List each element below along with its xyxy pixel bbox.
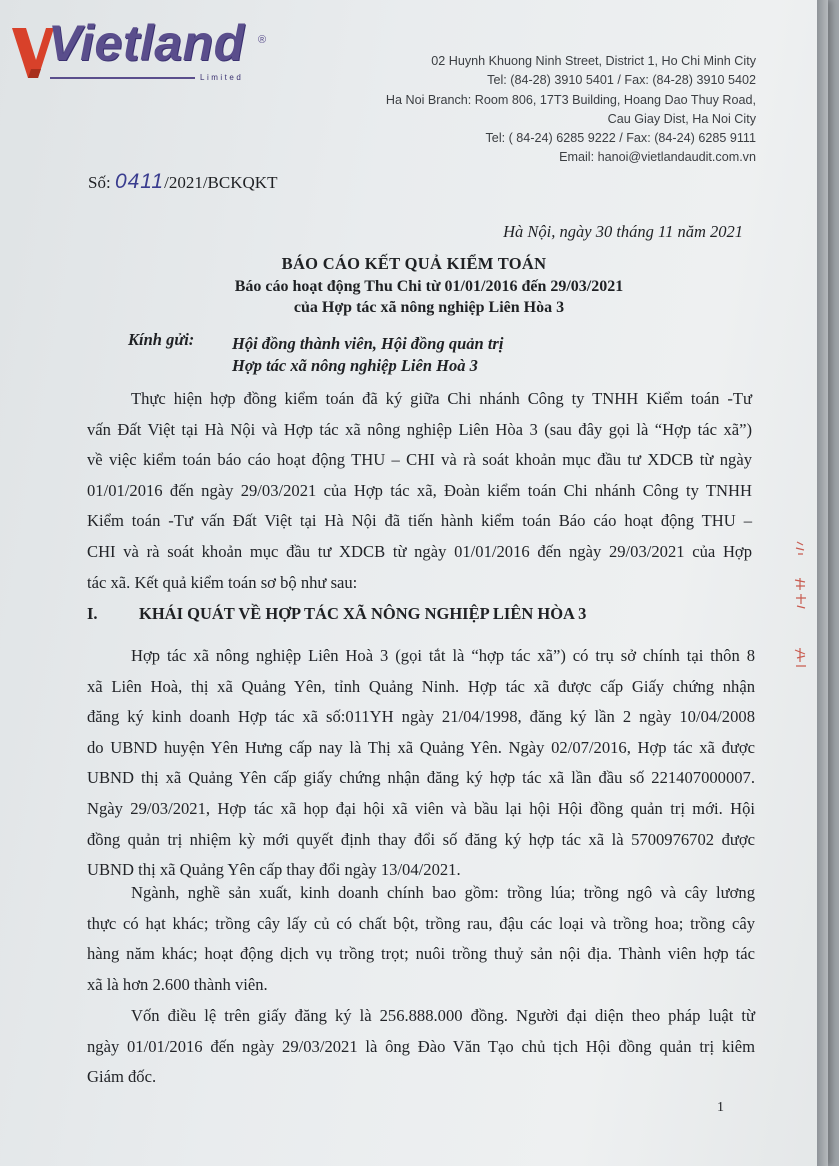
page-number: 1	[717, 1100, 724, 1115]
text-line: 01/01/2016 đến ngày 29/03/2021 của Hợp tác xã, Đoàn kiểm toán Chi nhánh Công ty TNHH	[87, 480, 752, 500]
address-line: Cau Giay Dist, Ha Noi City	[607, 111, 756, 126]
address-line: Tel: ( 84-24) 6285 9222 / Fax: (84-24) 6285 9111	[485, 131, 756, 146]
document-number-label: Số:	[88, 173, 111, 192]
overview-paragraph	[87, 641, 755, 886]
text-line: Giám đốc.	[87, 1067, 157, 1087]
text-line: Hợp tác xã nông nghiệp Liên Hoà 3 (gọi tắt là “hợp tác xã”) có trụ sở chính tại thôn 8	[131, 646, 755, 665]
text-line: Ngày 29/03/2021, Hợp tác xã họp đại hội xã viên và bầu lại hội Hội đồng quản trị mới. Hội	[87, 798, 755, 818]
vietland-logo	[10, 15, 272, 90]
logo-wordmark: Vietland	[48, 15, 245, 71]
address-line: 02 Huynh Khuong Ninh Street, District 1, Ho Chi Minh City	[431, 54, 756, 68]
logo-underline	[50, 77, 195, 79]
intro-paragraph	[87, 384, 752, 598]
text-line: UBND thị xã Quảng Yên cấp thay đổi ngày 13/04/2021.	[87, 860, 461, 880]
document-date: Hà Nội, ngày 30 tháng 11 năm 2021	[503, 222, 743, 241]
section-number: I.	[87, 604, 98, 623]
text-line: hàng năm khác; hoạt động dịch vụ trồng trọt; nuôi trồng thuỷ sản nội địa. Thành viên hợp tác	[87, 944, 755, 964]
text-line: đồng quản trị nhiệm kỳ mới quyết định thay đổi số đăng ký hợp tác xã là 5700976702 được	[87, 829, 755, 849]
text-line: Thực hiện hợp đồng kiểm toán đã ký giữa Chi nhánh Công ty TNHH Kiểm toán -Tư	[131, 389, 752, 408]
recipient-line: Hội đồng thành viên, Hội đồng quản trị	[232, 334, 504, 353]
recipient-line: Hợp tác xã nông nghiệp Liên Hoà 3	[232, 356, 478, 375]
address-line: Tel: (84-28) 3910 5401 / Fax: (84-28) 3910 5402	[487, 73, 756, 88]
company-address	[386, 52, 756, 168]
page-edge	[817, 0, 828, 1166]
section-heading	[87, 604, 586, 624]
logo-subtitle: Limited	[200, 73, 244, 82]
capital-paragraph	[87, 1001, 755, 1093]
address-line: Email: hanoi@vietlandaudit.com.vn	[559, 150, 756, 165]
text-line: đăng ký kinh doanh Hợp tác xã số:011YH ngày 21/04/1998, đăng ký lần 2 ngày 10/04/2008	[87, 707, 755, 727]
recipient-label: Kính gửi:	[128, 330, 195, 349]
text-line: thực có hạt khác; trồng cây lấy củ có chất bột, trồng rau, đậu các loại và trồng hoa; trồng cây	[87, 913, 755, 933]
text-line: xã là hơn 2.600 thành viên.	[87, 974, 268, 994]
margin-seal-marks-icon	[792, 540, 810, 680]
document-number	[88, 170, 277, 194]
document-number-handwritten: 0411	[114, 170, 165, 193]
text-line: CHI và rà soát khoản mục đầu tư XDCB từ ngày 01/01/2016 đến ngày 29/03/2021 của Hợp	[87, 541, 752, 561]
report-title: BÁO CÁO KẾT QUẢ KIỂM TOÁN	[281, 254, 547, 273]
text-line: Kiểm toán -Tư vấn Đất Việt tại Hà Nội đã tiến hành kiểm toán Báo cáo hoạt động THU –	[87, 511, 752, 531]
section-title: KHÁI QUÁT VỀ HỢP TÁC XÃ NÔNG NGHIỆP LIÊN HÒA 3	[139, 604, 587, 623]
address-line: Ha Noi Branch: Room 806, 17T3 Building, Hoang Dao Thuy Road,	[385, 92, 756, 107]
report-subtitle: Báo cáo hoạt động Thu Chi từ 01/01/2016 đến 29/03/2021	[234, 278, 624, 295]
business-lines-paragraph	[87, 878, 755, 1000]
text-line: ngày 01/01/2016 đến ngày 29/03/2021 là ông Đào Văn Tạo chủ tịch Hội đồng quản trị kiêm	[87, 1036, 755, 1056]
document-number-suffix: /2021/BCKQKT	[164, 173, 278, 192]
text-line: xã Liên Hoà, thị xã Quảng Yên, tỉnh Quảng Ninh. Hợp tác xã được cấp Giấy chứng nhận	[87, 676, 755, 696]
report-subtitle-2: của Hợp tác xã nông nghiệp Liên Hòa 3	[293, 299, 565, 316]
text-line: Ngành, nghề sản xuất, kinh doanh chính bao gồm: trồng lúa; trồng ngô và cây lương	[131, 883, 755, 902]
text-line: do UBND huyện Yên Hưng cấp nay là Thị xã Quảng Yên. Ngày 02/07/2016, Hợp tác xã được	[87, 737, 755, 757]
text-line: vấn Đất Việt tại Hà Nội và Hợp tác xã nông nghiệp Liên Hòa 3 (sau đây gọi là “Hợp tác xã”)	[87, 419, 752, 439]
logo-registered-mark: ®	[258, 34, 267, 46]
text-line: UBND thị xã Quảng Yên cấp giấy chứng nhận đăng ký hợp tác xã lần đầu số 221407000007.	[87, 768, 755, 788]
text-line: Vốn điều lệ trên giấy đăng ký là 256.888.000 đồng. Người đại diện theo pháp luật từ	[131, 1006, 755, 1025]
text-line: về việc kiểm toán báo cáo hoạt động THU – CHI và rà soát khoản mục đầu tư XDCB từ ngày	[87, 450, 752, 470]
text-line: tác xã. Kết quả kiểm toán sơ bộ như sau:	[87, 572, 358, 592]
